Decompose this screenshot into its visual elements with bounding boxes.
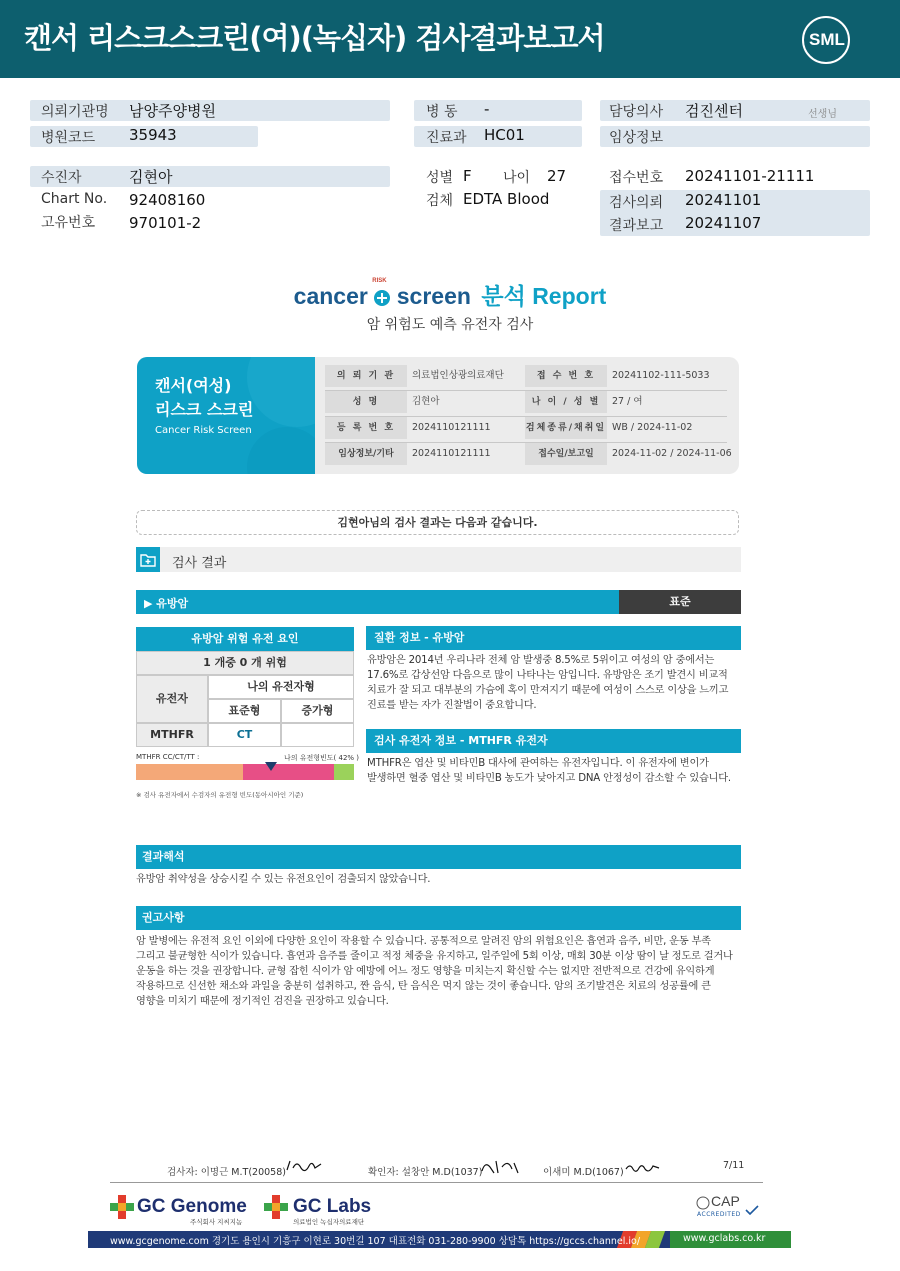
brand-logo-icon — [372, 278, 392, 306]
gc-labs-cross-icon — [264, 1195, 288, 1219]
recommendation-line: 작용하므로 신선한 채소와 과일을 충분히 섭취하고, 짠 음식, 탄 음식은 먹지 않는 것이 좋습니다. 암의 조기발견은 치료의 성공률에 큰 — [136, 981, 711, 992]
card-label: 검체종류/채취일 — [525, 417, 607, 439]
age-value: 27 — [547, 167, 567, 185]
breast-cancer-status: 표준 — [619, 590, 741, 614]
page-number: 7/11 — [723, 1160, 745, 1171]
recommendation-line: 그리고 불균형한 식이가 있습니다. 흡연과 음주를 줄이고 적정 체중을 유지하고, 일주일에 5회 이상, 매회 30분 이상 땀이 날 정도로 걸거나 — [136, 951, 733, 962]
gc-labs-sub: 의료법인 녹십자의료재단 — [293, 1218, 365, 1226]
card-title-2: 리스크 스크린 — [155, 400, 254, 419]
gene-footnote: ※ 검사 유전자에서 수검자의 유전형 빈도(동아시아인 기준) — [136, 791, 304, 799]
card-title-3: Cancer Risk Screen — [155, 425, 252, 436]
brand-cancer: cancer — [293, 283, 368, 309]
specimen-value: EDTA Blood — [463, 190, 550, 208]
increased-header: 증가형 — [281, 699, 354, 723]
card-title-1: 캔서(여성) — [155, 376, 232, 395]
reported-label: 결과보고 — [609, 218, 664, 234]
disease-info-text — [367, 653, 741, 713]
recommendation-line: 영향을 미치기 때문에 정기적인 검진을 권장하고 있습니다. — [136, 996, 389, 1007]
standard-header: 표준형 — [208, 699, 281, 723]
card-value: 27 / 여 — [612, 396, 643, 407]
folder-plus-icon — [136, 547, 160, 572]
footer-divider — [110, 1182, 763, 1183]
brand-report: 분석 Report — [481, 283, 607, 309]
dept-label: 진료과 — [426, 130, 467, 146]
tester-signature — [285, 1158, 327, 1176]
report-title: 캔서 리스크스크린(여)(녹십자) 검사결과보고서 — [24, 21, 605, 55]
confirmer-2: 이새미 M.D(1067) — [543, 1167, 624, 1178]
cap-sub: ACCREDITED — [697, 1211, 741, 1218]
chart-value: 92408160 — [129, 191, 206, 209]
card-label: 접 수 번 호 — [525, 365, 607, 387]
freq-marker-icon — [265, 762, 277, 772]
code-label: 병원코드 — [41, 130, 96, 146]
gc-labs-logo: GC Labs — [293, 1196, 372, 1217]
report-brand-title — [0, 278, 900, 311]
gene-info-text — [367, 756, 741, 786]
card-value: 의료법인상광의료재단 — [412, 370, 504, 381]
recommendation-text — [136, 934, 741, 1009]
card-label: 등 록 번 호 — [325, 417, 407, 439]
disease-info-title: 질환 정보 - 유방암 — [366, 626, 741, 650]
specimen-label: 검체 — [426, 193, 454, 209]
requested-value: 20241101 — [685, 191, 762, 209]
ward-value: - — [484, 100, 490, 118]
breast-cancer-bar — [136, 590, 619, 614]
risk-count: 1 개중 0 개 위험 — [136, 651, 354, 675]
doctor-label: 담당의사 — [609, 104, 664, 120]
disease-info-line: 진료를 받는 자가 진찰법이 중요합니다. — [367, 700, 537, 711]
brand-risk: RISK — [372, 278, 387, 284]
card-label: 임상정보/기타 — [325, 443, 407, 465]
disease-info-line: 17.6%로 갑상선암 다음으로 많이 나타나는 암입니다. 유방암은 조기 발견시 비교적 — [367, 670, 728, 681]
company-address: www.gcgenome.com 경기도 용인시 기흥구 이현로 30번길 107 대표전화 031-280-9900 상담톡 https://gccs.channel.io/ — [110, 1236, 641, 1247]
genotype-increased — [281, 723, 354, 747]
reported-value: 20241107 — [685, 214, 762, 232]
sex-value: F — [463, 167, 472, 185]
gc-genome-sub: 주식회사 지씨지놈 — [190, 1218, 243, 1226]
gene-column-header: 유전자 — [136, 675, 208, 723]
confirmer: 확인자: 설창안 M.D(1037) — [368, 1167, 483, 1178]
website-link[interactable]: www.gclabs.co.kr — [683, 1233, 766, 1244]
card-label: 접수일/보고일 — [525, 443, 607, 465]
interpretation-text: 유방암 취약성을 상승시킬 수 있는 유전요인이 검출되지 않았습니다. — [136, 874, 431, 885]
clinical-label: 임상정보 — [609, 130, 664, 146]
recommendation-title: 권고사항 — [136, 906, 741, 930]
card-label: 의 뢰 기 관 — [325, 365, 407, 387]
disease-info-line: 유방암은 2014년 우리나라 전체 암 발생중 8.5%로 5위이고 여성의 암 중에서는 — [367, 655, 715, 666]
patient-label: 수진자 — [41, 170, 82, 186]
uid-value: 970101-2 — [129, 214, 202, 232]
chart-label: Chart No. — [41, 191, 108, 207]
my-genotype-header: 나의 유전자형 — [208, 675, 354, 699]
doctor-value: 검진센터 — [685, 102, 743, 120]
recommendation-line: 운동을 하는 것을 권장합니다. 균형 잡힌 식이가 암 예방에 어느 정도 영향을 미치는지 확신할 수는 없지만 전반적으로 건강에 유익하게 — [136, 966, 715, 977]
gc-genome-logo: GC Genome — [137, 1196, 247, 1217]
patient-row — [30, 166, 390, 187]
result-section-title: 검사 결과 — [172, 556, 227, 571]
code-value: 35943 — [129, 126, 177, 144]
hospital-label: 의뢰기관명 — [41, 104, 109, 120]
report-subtitle: 암 위험도 예측 유전자 검사 — [366, 317, 534, 333]
recommendation-line: 암 발병에는 유전적 요인 이외에 다양한 요인이 작용할 수 있습니다. 공통적으로 알려진 암의 위험요인은 흡연과 음주, 비만, 운동 부족 — [136, 936, 711, 947]
card-value: 김현아 — [412, 396, 440, 407]
disease-info-line: 치료가 잘 되고 대부분의 가슴에 혹이 만져지기 때문에 여성이 스스로 이상을 느끼고 — [367, 685, 729, 696]
receipt-value: 20241101-21111 — [685, 167, 815, 185]
card-value: 2024-11-02 / 2024-11-06 — [612, 448, 732, 459]
sml-logo-text: SML — [809, 30, 845, 49]
breast-cancer-label: ▶ 유방암 — [144, 597, 189, 610]
gene-table-title: 유방암 위험 유전 요인 — [136, 627, 354, 651]
confirmer-2-signature — [624, 1160, 662, 1174]
cap-seal-icon — [696, 1196, 710, 1210]
confirmer-signature — [480, 1157, 522, 1177]
dept-value: HC01 — [484, 126, 525, 144]
result-intro: 김현아님의 검사 결과는 다음과 같습니다. — [136, 510, 739, 535]
patient-value: 김현아 — [129, 168, 173, 186]
requested-label: 검사의뢰 — [609, 195, 664, 211]
card-label: 성 명 — [325, 391, 407, 413]
freq-seg-cc — [136, 764, 243, 780]
card-value: 2024110121111 — [412, 422, 491, 433]
age-label: 나이 — [503, 170, 531, 186]
doctor-suffix: 선생님 — [808, 109, 837, 120]
ward-label: 병 동 — [426, 104, 458, 120]
freq-marker-label: 나의 유전형빈도( 42% ) — [284, 754, 360, 762]
card-value: 2024110121111 — [412, 448, 491, 459]
genotype-standard: CT — [208, 723, 281, 747]
hospital-value: 남양주양병원 — [129, 102, 216, 120]
gene-info-line: 발생하면 혈중 엽산 및 비타민B 농도가 낮아지고 DNA 안정성이 감소할 수 있습니다. — [367, 773, 731, 784]
uid-label: 고유번호 — [41, 215, 96, 231]
freq-bar-label: MTHFR CC/CT/TT : — [136, 753, 200, 761]
interpretation-title: 결과해석 — [136, 845, 741, 869]
check-icon — [745, 1205, 759, 1215]
gc-genome-cross-icon — [110, 1195, 134, 1219]
card-value: 20241102-111-5033 — [612, 370, 710, 381]
gene-info-title: 검사 유전자 정보 - MTHFR 유전자 — [366, 729, 741, 753]
freq-seg-tt — [334, 764, 354, 780]
card-value: WB / 2024-11-02 — [612, 422, 693, 433]
receipt-label: 접수번호 — [609, 170, 664, 186]
cap-logo: CAP — [711, 1193, 740, 1209]
gene-info-line: MTHFR은 엽산 및 비타민B 대사에 관여하는 유전자입니다. 이 유전자에 변이가 — [367, 758, 709, 769]
genotype-frequency-bar — [136, 764, 354, 780]
freq-seg-ct — [243, 764, 334, 780]
tester: 검사자: 이명근 M.T(20058) — [167, 1167, 286, 1178]
result-section-bar — [136, 547, 741, 572]
brand-screen: screen — [396, 283, 471, 309]
card-label: 나 이 / 성 별 — [525, 391, 607, 413]
sex-label: 성별 — [426, 170, 454, 186]
gene-name: MTHFR — [136, 723, 208, 747]
